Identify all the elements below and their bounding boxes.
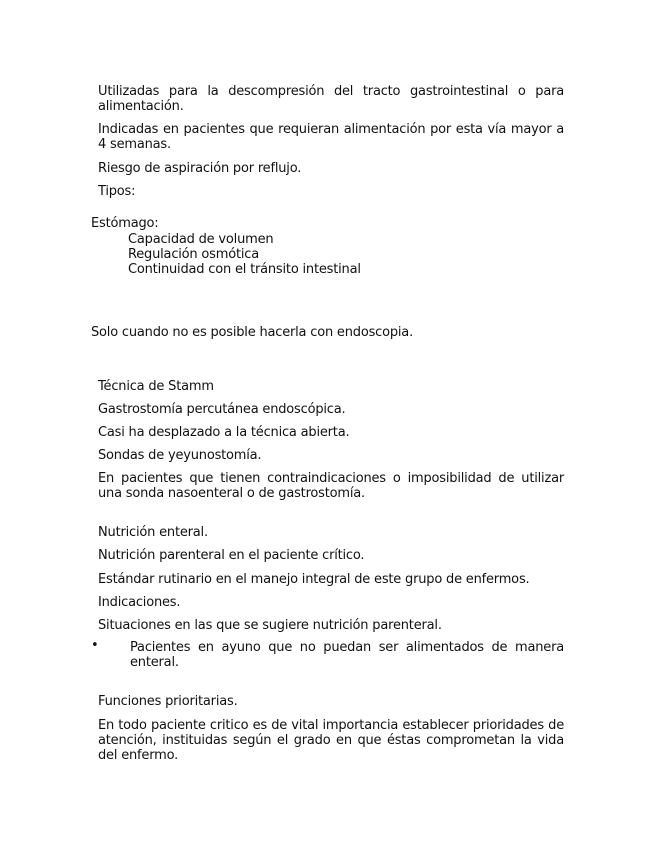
paragraph-decompression: Utilizadas para la descompresión del tracto gastrointestinal o para alimentación.	[98, 84, 564, 114]
paragraph-jejunostomy: Sondas de yeyunostomía.	[98, 448, 262, 463]
paragraph-displaced-open-technique: Casi ha desplazado a la técnica abierta.	[98, 425, 350, 440]
paragraph-stamm-technique: Técnica de Stamm	[98, 379, 214, 394]
paragraph-contraindications: En pacientes que tienen contraindicaciones o imposibilidad de utilizar una sonda nasoenteral o de gastrostomía.	[98, 471, 564, 501]
paragraph-indications: Indicaciones.	[98, 595, 181, 610]
paragraph-standard-routine: Estándar rutinario en el manejo integral de este grupo de enfermos.	[98, 572, 530, 587]
paragraph-enteral-nutrition: Nutrición enteral.	[98, 525, 208, 540]
stomach-item-osmotic: Regulación osmótica	[128, 247, 259, 262]
paragraph-peg: Gastrostomía percutánea endoscópica.	[98, 402, 346, 417]
paragraph-parenteral-situations: Situaciones en las que se sugiere nutrición parenteral.	[98, 618, 442, 633]
paragraph-parenteral-critical: Nutrición parenteral en el paciente crítico.	[98, 548, 365, 563]
stomach-heading: Estómago:	[91, 216, 159, 231]
paragraph-critical-patient-priorities: En todo paciente critico es de vital importancia establecer prioridades de atención, instituidas según el grado en que éstas comprometan la vida del enfermo.	[98, 718, 564, 763]
stomach-item-continuity: Continuidad con el tránsito intestinal	[128, 262, 361, 277]
paragraph-endoscopy: Solo cuando no es posible hacerla con endoscopia.	[91, 325, 414, 340]
paragraph-indications-duration: Indicadas en pacientes que requieran alimentación por esta vía mayor a 4 semanas.	[98, 122, 564, 152]
stomach-item-volume: Capacidad de volumen	[128, 232, 274, 247]
bullet-item-fasting-patients: Pacientes en ayuno que no puedan ser alimentados de manera enteral.	[130, 640, 564, 670]
paragraph-aspiration-risk: Riesgo de aspiración por reflujo.	[98, 161, 302, 176]
bullet-icon: •	[91, 638, 99, 653]
paragraph-types: Tipos:	[98, 184, 136, 199]
paragraph-priority-functions: Funciones prioritarias.	[98, 694, 238, 709]
